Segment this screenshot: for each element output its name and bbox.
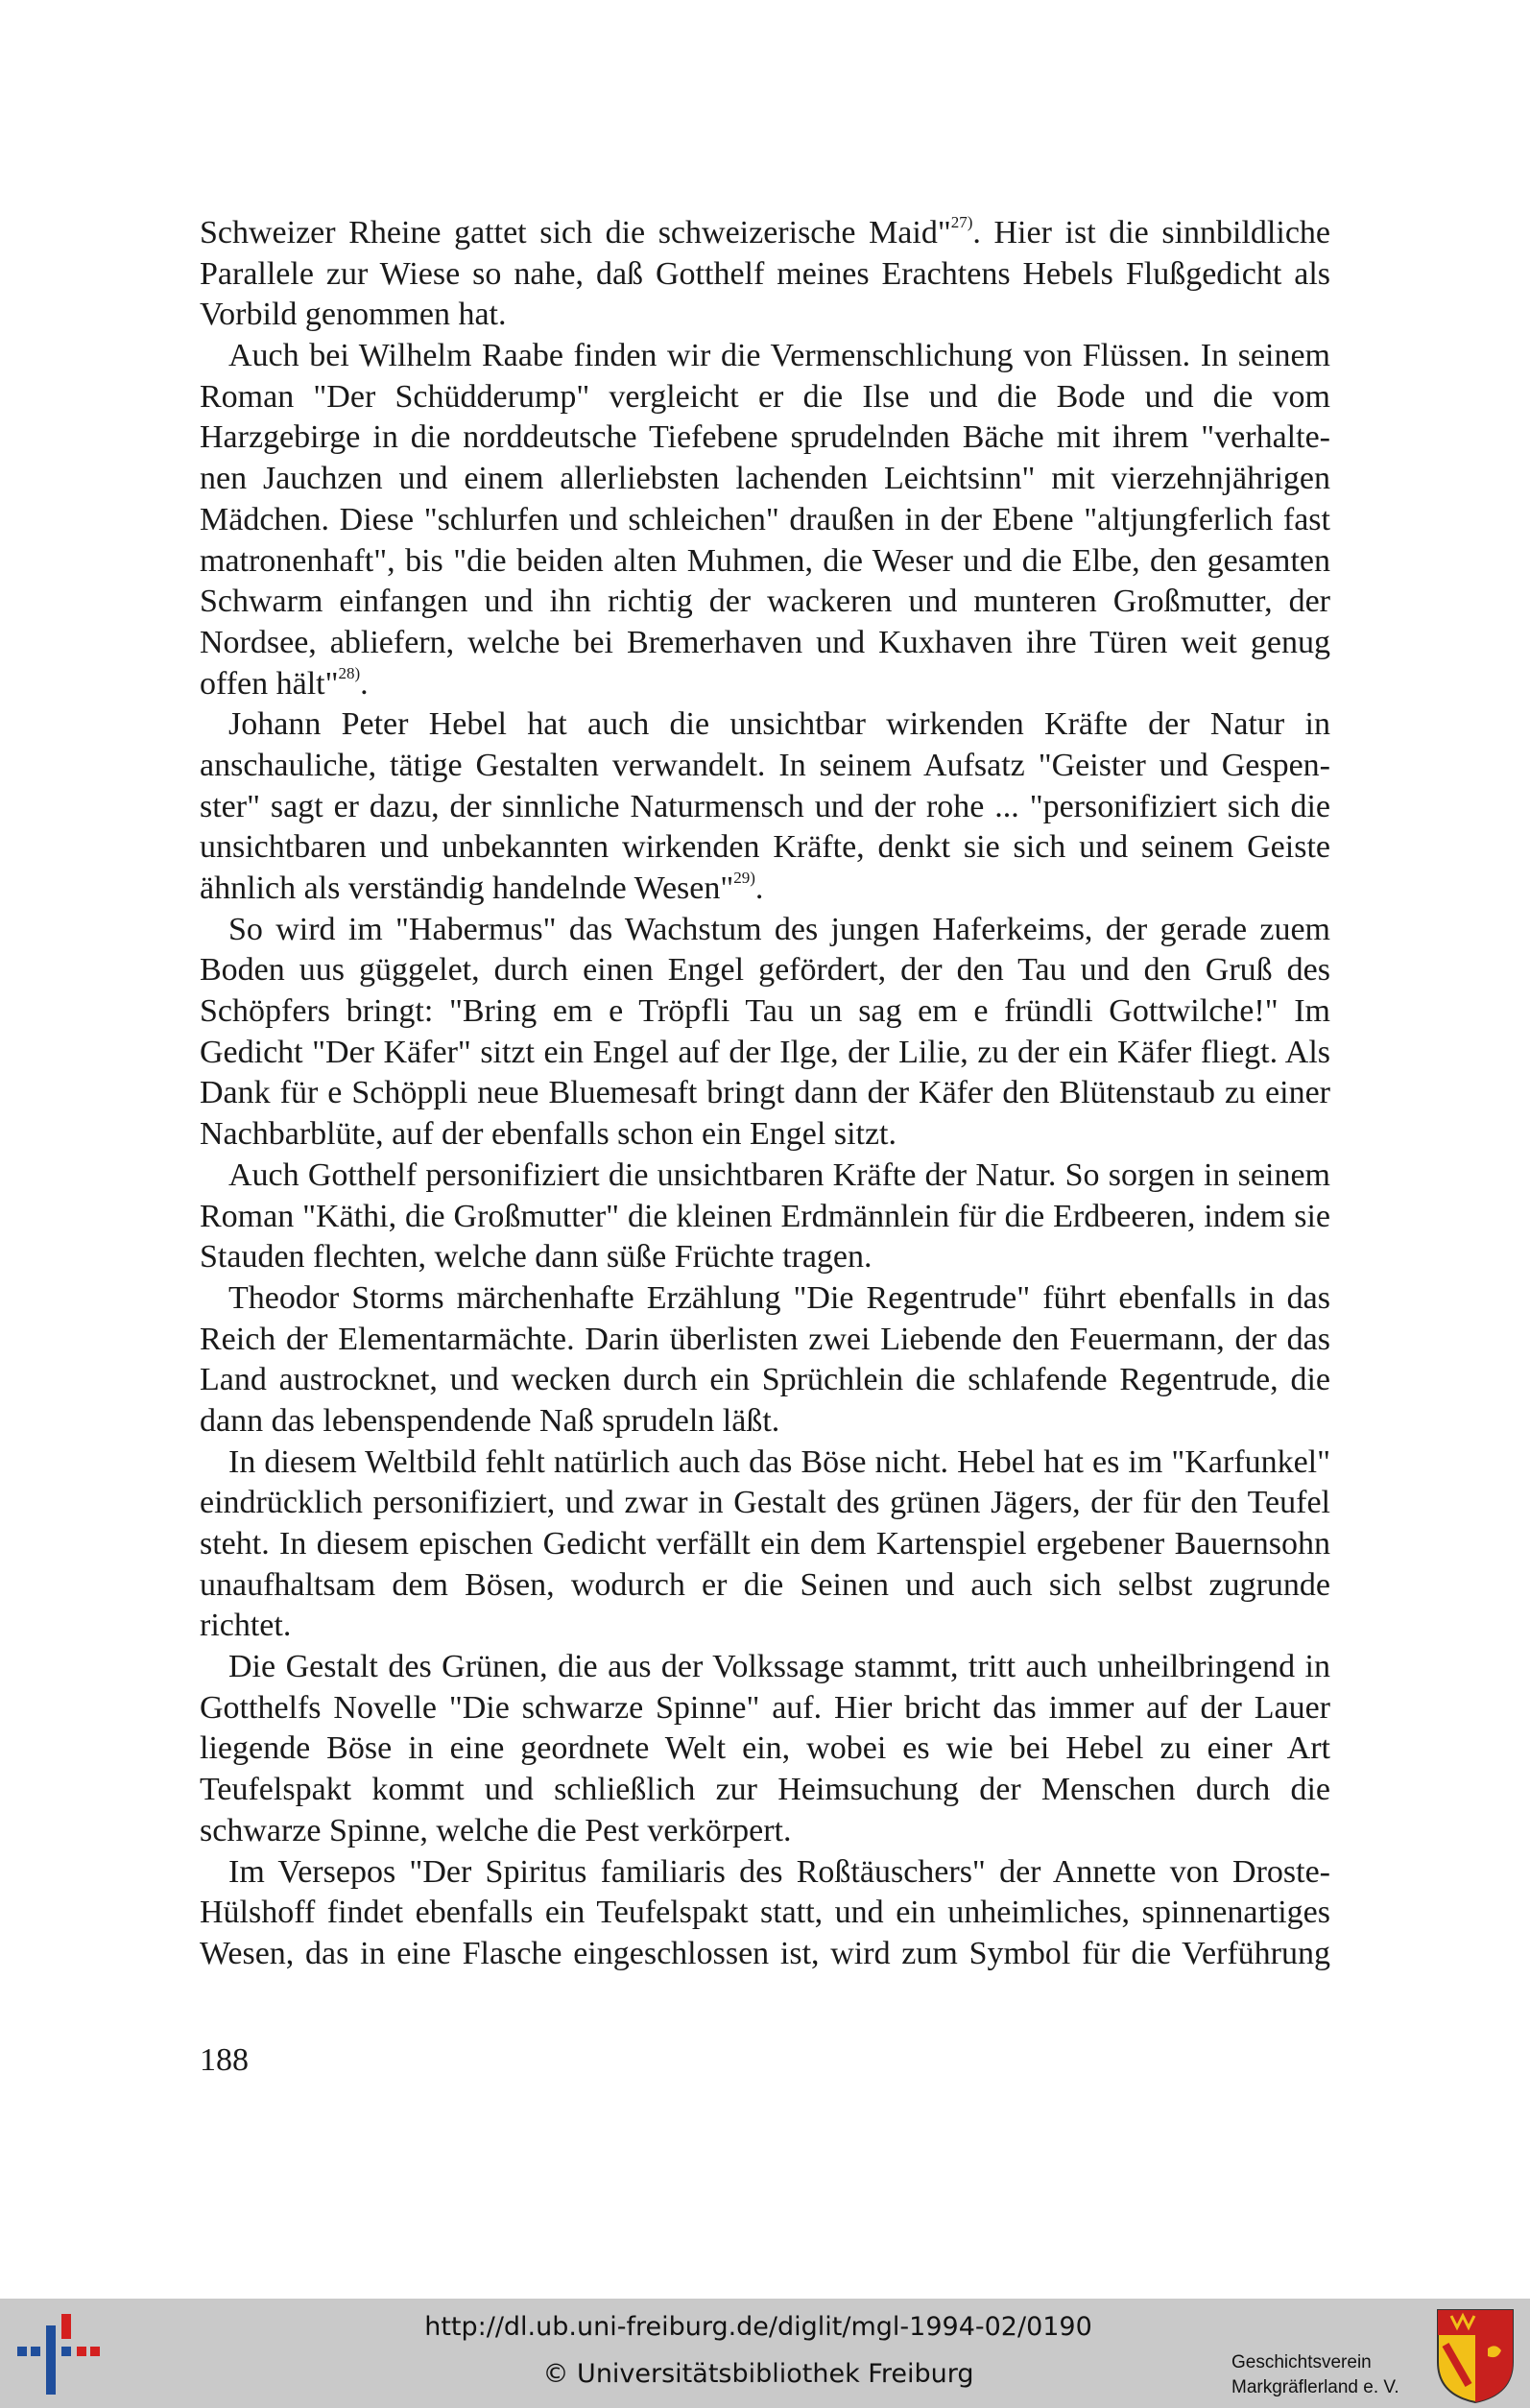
- footnote-ref: 27): [950, 213, 973, 231]
- text-line-content: Hülshoff findet ebenfalls ein Teufelspakt statt, und ein unheimliches, spinnenartiges: [200, 1895, 1330, 1931]
- text-line: [200, 623, 1330, 664]
- text-line: [200, 1237, 1330, 1278]
- text-line: [200, 991, 1330, 1033]
- text-line: [200, 827, 1330, 869]
- text-line: [200, 1811, 1330, 1852]
- text-line: [200, 1729, 1330, 1770]
- text-line-content: Mädchen. Diese "schlurfen und schleichen" draußen in der Ebene "altjungferlich fast: [200, 501, 1330, 537]
- text-line-content: schwarze Spinne, welche die Pest verkörpert.: [200, 1812, 792, 1848]
- text-line: [200, 1320, 1330, 1361]
- society-name-line: Markgräflerland e. V.: [1231, 2377, 1399, 2397]
- text-line-content: nen Jauchzen und einem allerliebsten lachenden Leichtsinn" mit vierzehnjährigen: [200, 461, 1330, 497]
- text-line-content: Im Versepos "Der Spiritus familiaris des Roßtäuschers" der Annette von Droste-: [228, 1853, 1330, 1890]
- text-line: [200, 459, 1330, 500]
- text-line-content: Die Gestalt des Grünen, die aus der Volkssage stammt, tritt auch unheilbringend in: [228, 1649, 1330, 1685]
- text-line-content: ster" sagt er dazu, der sinnliche Naturmensch und der rohe ... "personifiziert sich die: [200, 788, 1330, 824]
- text-line-content: Parallele zur Wiese so nahe, daß Gotthelf meines Erachtens Hebels Flußgedicht als: [200, 255, 1330, 292]
- text-line: [200, 950, 1330, 991]
- text-line: [200, 1442, 1330, 1484]
- text-line-content: Schweizer Rheine gattet sich die schweizerische Maid": [200, 215, 951, 250]
- text-line-content: Gedicht "Der Käfer" sitzt ein Engel auf der Ilge, der Lilie, zu der ein Käfer fliegt. Als: [200, 1034, 1330, 1070]
- society-name-line: Geschichtsverein: [1231, 2352, 1372, 2372]
- text-line: [200, 336, 1330, 377]
- text-line-content: Land austrocknet, und wecken durch ein Sprüchlein die schlafende Regentrude, die: [200, 1362, 1330, 1398]
- text-line: [200, 1524, 1330, 1565]
- text-line-content: Schöpfers bringt: "Bring em e Tröpfli Tau un sag em e fründli Gottwilche!" Im: [200, 993, 1330, 1030]
- text-line: [200, 869, 1330, 910]
- text-line-content: Nordsee, abliefern, welche bei Bremerhaven und Kuxhaven ihre Türen weit genug: [200, 624, 1330, 660]
- text-line: [200, 213, 1330, 254]
- page-number: 188: [200, 2042, 249, 2078]
- text-line: [200, 541, 1330, 583]
- text-line-content: Gotthelfs Novelle "Die schwarze Spinne" auf. Hier bricht das immer auf der Lauer: [200, 1689, 1330, 1726]
- body-text: [200, 213, 1330, 1975]
- text-line: [200, 910, 1330, 951]
- text-line-content: dann das lebenspendende Naß sprudeln läßt.: [200, 1402, 780, 1439]
- text-line: [200, 787, 1330, 828]
- text-line: [200, 664, 1330, 705]
- text-line-tail: .: [754, 870, 764, 906]
- text-line: [200, 254, 1330, 296]
- text-line: [200, 1606, 1330, 1647]
- footer-bar: [0, 2299, 1530, 2408]
- text-line: [200, 582, 1330, 623]
- text-line-content: Reich der Elementarmächte. Darin überlisten zwei Liebende den Feuermann, der das: [200, 1321, 1330, 1357]
- text-line-content: Teufelspakt kommt und schließlich zur Heimsuchung der Menschen durch die: [200, 1772, 1330, 1808]
- text-line-content: So wird im "Habermus" das Wachstum des jungen Haferkeims, der gerade zuem: [228, 911, 1330, 947]
- text-line: [200, 1033, 1330, 1074]
- text-line: [200, 1073, 1330, 1114]
- text-line-content: steht. In diesem epischen Gedicht verfällt ein dem Kartenspiel ergebener Bauernsohn: [200, 1526, 1330, 1562]
- text-line-content: Roman "Käthi, die Großmutter" die kleinen Erdmännlein für die Erdbeeren, indem sie: [200, 1198, 1330, 1234]
- text-line: [200, 1688, 1330, 1729]
- text-line: [200, 417, 1330, 459]
- text-line: [200, 704, 1330, 746]
- text-line: [200, 1893, 1330, 1934]
- text-line-content: Boden uus güggelet, durch einen Engel gefördert, der den Tau und den Gruß des: [200, 952, 1330, 989]
- text-line: [200, 746, 1330, 787]
- text-line-content: Wesen, das in eine Flasche eingeschlossen ist, wird zum Symbol für die Verführung: [200, 1935, 1330, 1971]
- text-line-tail: .: [360, 665, 369, 702]
- text-line-content: liegende Böse in eine geordnete Welt ein, wobei es wie bei Hebel zu einer Art: [200, 1730, 1330, 1767]
- text-line-content: richtet.: [200, 1608, 292, 1644]
- footnote-ref: 29): [733, 869, 755, 887]
- text-line: [200, 1934, 1330, 1975]
- text-line-content: offen hält": [200, 665, 339, 702]
- text-line: [200, 1565, 1330, 1607]
- text-line-content: Johann Peter Hebel hat auch die unsichtbar wirkenden Kräfte der Natur in: [228, 706, 1330, 743]
- text-line-content: Schwarm einfangen und ihn richtig der wackeren und munteren Großmutter, der: [200, 584, 1330, 620]
- text-line-content: Dank für e Schöppli neue Bluemesaft bringt dann der Käfer den Blütenstaub zu einer: [200, 1075, 1330, 1111]
- text-line-content: anschauliche, tätige Gestalten verwandelt. In seinem Aufsatz "Geister und Gespen-: [200, 747, 1330, 783]
- text-line: [200, 1770, 1330, 1811]
- text-line: [200, 1278, 1330, 1320]
- text-line: [200, 1156, 1330, 1197]
- text-line-content: Vorbild genommen hat.: [200, 297, 507, 333]
- text-line-content: Stauden flechten, welche dann süße Früchte tragen.: [200, 1239, 873, 1276]
- text-line-content: Auch Gotthelf personifiziert die unsichtbaren Kräfte der Natur. So sorgen in seinem: [228, 1156, 1330, 1193]
- copyright-text: © Universitätsbibliothek Freiburg: [542, 2359, 974, 2389]
- footnote-ref: 28): [338, 663, 361, 682]
- society-name: [1231, 2350, 1423, 2400]
- text-line-content: eindrücklich personifiziert, und zwar in Gestalt des grünen Jägers, der für den Teufel: [200, 1485, 1330, 1521]
- text-line: [200, 1647, 1330, 1688]
- text-line-content: unaufhaltsam dem Bösen, wodurch er die Seinen und auch sich selbst zugrunde: [200, 1566, 1330, 1603]
- text-line-content: ähnlich als verständig handelnde Wesen": [200, 870, 734, 906]
- coat-of-arms-icon[interactable]: [1434, 2306, 1517, 2404]
- text-line-content: Harzgebirge in die norddeutsche Tiefebene sprudelnden Bäche mit ihrem "verhalte-: [200, 419, 1330, 456]
- text-line: [200, 1114, 1330, 1156]
- source-url-link[interactable]: http://dl.ub.uni-freiburg.de/diglit/mgl-1994-02/0190: [424, 2312, 1092, 2342]
- text-line-tail: . Hier ist die sinnbildliche: [972, 215, 1331, 250]
- text-line: [200, 1360, 1330, 1401]
- text-line-content: Nachbarblüte, auf der ebenfalls schon ein Engel sitzt.: [200, 1116, 897, 1153]
- text-line: [200, 295, 1330, 336]
- text-line-content: Auch bei Wilhelm Raabe finden wir die Vermenschlichung von Flüssen. In seinem: [228, 338, 1330, 374]
- text-line: [200, 1852, 1330, 1894]
- text-line: [200, 1483, 1330, 1524]
- text-line-content: unsichtbaren und unbekannten wirkenden Kräfte, denkt sie sich und seinem Geiste: [200, 829, 1330, 866]
- text-line-content: matronenhaft", bis "die beiden alten Muhmen, die Weser und die Elbe, den gesamten: [200, 542, 1330, 579]
- text-line: [200, 500, 1330, 541]
- text-line: [200, 1401, 1330, 1442]
- text-line: [200, 377, 1330, 418]
- text-line: [200, 1197, 1330, 1238]
- text-line-content: Theodor Storms märchenhafte Erzählung "Die Regentrude" führt ebenfalls in das: [228, 1279, 1330, 1316]
- text-line-content: Roman "Der Schüdderump" vergleicht er die Ilse und die Bode und die vom: [200, 378, 1330, 415]
- text-line-content: In diesem Weltbild fehlt natürlich auch das Böse nicht. Hebel hat es im "Karfunkel": [228, 1443, 1330, 1480]
